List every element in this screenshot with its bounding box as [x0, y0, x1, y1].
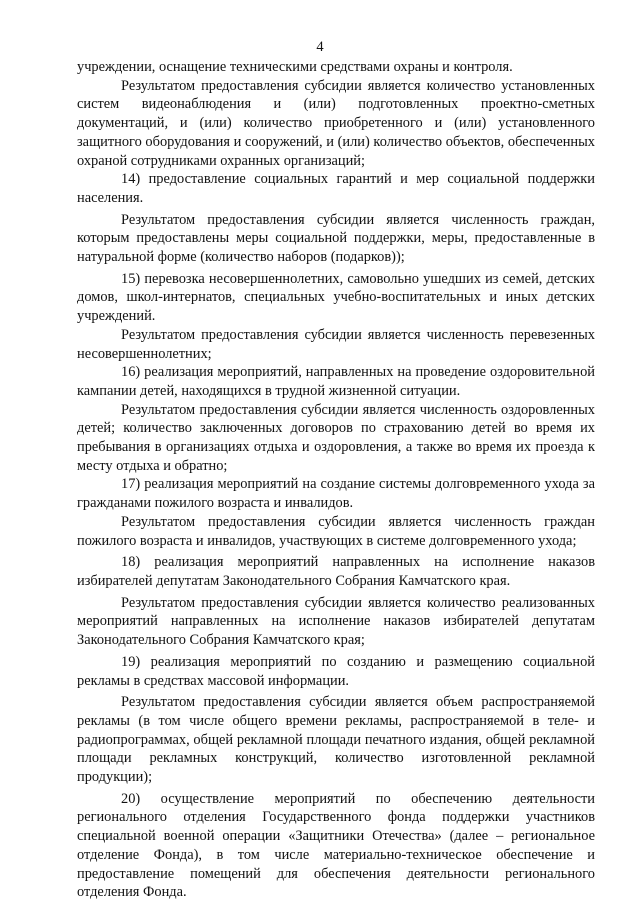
paragraph: 15) перевозка несовершеннолетних, самовольно ушедших из семей, детских домов, школ-интернатов, специальных учебно-воспитательных и иных детских учреждений. — [77, 270, 595, 325]
document-body — [77, 58, 595, 902]
paragraph: Результатом предоставления субсидии является численность перевезенных несовершеннолетних; — [77, 326, 595, 362]
paragraph: Результатом предоставления субсидии является численность граждан пожилого возраста и инвалидов, участвующих в системе долговременного ухода; — [77, 513, 595, 549]
paragraph: Результатом предоставления субсидии является численность оздоровленных детей; количество заключенных договоров по страхованию детей во время их пребывания в организациях отдыха и оздоровления, а также во время их проезда к месту отдыха и обратно; — [77, 401, 595, 474]
paragraph: 14) предоставление социальных гарантий и мер социальной поддержки населения. — [77, 171, 595, 206]
paragraph: 20) осуществление мероприятий по обеспечению деятельности регионального отделения Государственного фонда поддержки участников специальной военной операции «Защитники Отечества» (далее – региональное отделение Фонда), в том числе материально-техническое обеспечение и предоставление помещений для обеспечения деятельности регионального отделения Фонда. — [77, 790, 595, 901]
page-number: 4 — [316, 39, 324, 55]
paragraph: учреждении, оснащение техническими средствами охраны и контроля. — [77, 59, 513, 75]
paragraph: 17) реализация мероприятий на создание системы долговременного ухода за гражданами пожилого возраста и инвалидов. — [77, 476, 595, 512]
paragraph: Результатом предоставления субсидии является количество установленных систем видеонаблюдения и (или) подготовленных проектно-сметных документаций, и (или) количество приобретенного и (или) установленного защитного оборудования и сооружений, и (или) количество объектов, обеспеченных охраной сотрудниками охранных организаций; — [77, 77, 595, 169]
paragraph: 18) реализация мероприятий направленных на исполнение наказов избирателей депутатам Законодательного Собрания Камчатского края. — [77, 554, 595, 589]
paragraph: Результатом предоставления субсидии является численность граждан, которым предоставлены меры социальной поддержки, меры, предоставленные в натуральной форме (количество наборов (подарков)); — [77, 211, 595, 266]
paragraph: 19) реализация мероприятий по созданию и размещению социальной рекламы в средствах массовой информации. — [77, 653, 595, 689]
paragraph: Результатом предоставления субсидии является количество реализованных мероприятий направленных на исполнение наказов избирателей депутатам Законодательного Собрания Камчатского края; — [77, 594, 595, 649]
paragraph: 16) реализация мероприятий, направленных на проведение оздоровительной кампании детей, находящихся в трудной жизненной ситуации. — [77, 364, 595, 399]
paragraph: Результатом предоставления субсидии является объем распространяемой рекламы (в том числе общего времени рекламы, распространяемой в теле- и радиопрограммах, общей рекламной площади печатного издания, общей рекламной площади рекламных конструкций, количество изготовленной рекламной продукции); — [77, 694, 595, 786]
